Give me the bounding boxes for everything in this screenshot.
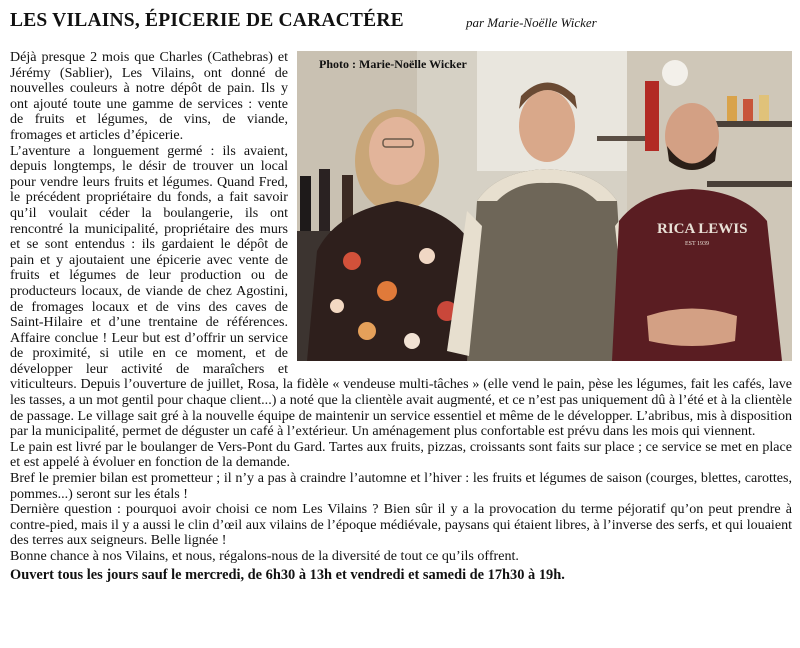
photo-credit: Photo : Marie-Noëlle Wicker (319, 57, 467, 71)
article-body (10, 50, 792, 583)
shirt-text: RICA LEWIS (657, 221, 748, 237)
paragraph-2: L’aventure a longuement germé : ils avaient, depuis longtemps, le désir de trouver un local pour vendre leurs fruits et légumes. Quand Fred, le précédent propriétaire du fonds, a fait savoir qu’il voulait céder la boulangerie, ils ont rencontré la municipalité, propriétaire des murs et se sont entendus : ils gardaient le dépôt de pain et y ajoutaient une épicerie avec vente de fruits et légumes de leur production ou de producteurs locaux, de viande de chez Agostini, de fromages locaux et de vins des caves de Saint-Hilaire et d’une trentaine de références. Affaire conclue ! Leur but est d’offrir un service de proximité, si utile en ce moment, et de développer leur activité de maraîchers et viticulteurs. Depuis l’ouverture de juillet, Rosa, la fidèle « vendeuse multi-tâches » (elle vend le pain, pèse les légumes, fait les cafés, lave les tasses, a un mot gentil pour chaque client...) a noté que la clientèle avait augmenté, et ce n’est pas uniquement dû à l’été et à la clientèle de passage. Le village sait gré à la nouvelle équipe de maintenir un service essentiel et même de le développer. L’abribus, mis à disposition par la municipalité, permet de déguster un café à l’extérieur. Un aménagement plus confortable est prévu dans les mois qui viennent. (10, 142, 792, 440)
paragraph-6: Bonne chance à nos Vilains, et nous, régalons-nous de la diversité de tout ce qu’ils offrent. (10, 548, 519, 564)
opening-hours: Ouvert tous les jours sauf le mercredi, de 6h30 à 13h et vendredi et samedi de 17h30 à 19h. (10, 566, 565, 583)
article-header (10, 10, 792, 40)
paragraph-5: Dernière question : pourquoi avoir choisi ce nom Les Vilains ? Bien sûr il y a la provocation du terme péjoratif qu’on peut prendre à contre-pied, mais il y a aussi le clin d’œil aux vilains de l’époque médiévale, paysans qui étaient libres, à l’inverse des serfs, et qui louaient des terres aux seigneurs. Belle lignée ! (10, 501, 792, 549)
shirt-subtext: EST 1939 (685, 241, 710, 247)
paragraph-4: Bref le premier bilan est prometteur ; il n’y a pas à craindre l’automne et l’hiver : les fruits et légumes de saison (courges, blettes, carottes, pommes...) seront sur les étals ! (10, 470, 792, 502)
paragraph-3: Le pain est livré par le boulanger de Vers-Pont du Gard. Tartes aux fruits, pizzas, croissants sont faits sur place ; ce service se met en place et est appelé à évoluer en fonction de la demande. (10, 438, 792, 471)
article-byline: par Marie-Noëlle Wicker (466, 15, 597, 30)
article-title: LES VILAINS, ÉPICERIE DE CARACTÉRE (10, 10, 404, 31)
paragraph-1: Déjà presque 2 mois que Charles (Cathebras) et Jérémy (Sablier), Les Vilains, ont donné de nouvelles couleurs à notre dépôt de pain. Ils y ont ajouté toute une gamme de services : vente de fruits et légumes, de vins, de viande, fromages et articles d’épicerie. (10, 49, 288, 143)
photo-illustration (297, 51, 792, 361)
article (10, 10, 792, 640)
article-photo (297, 51, 792, 361)
